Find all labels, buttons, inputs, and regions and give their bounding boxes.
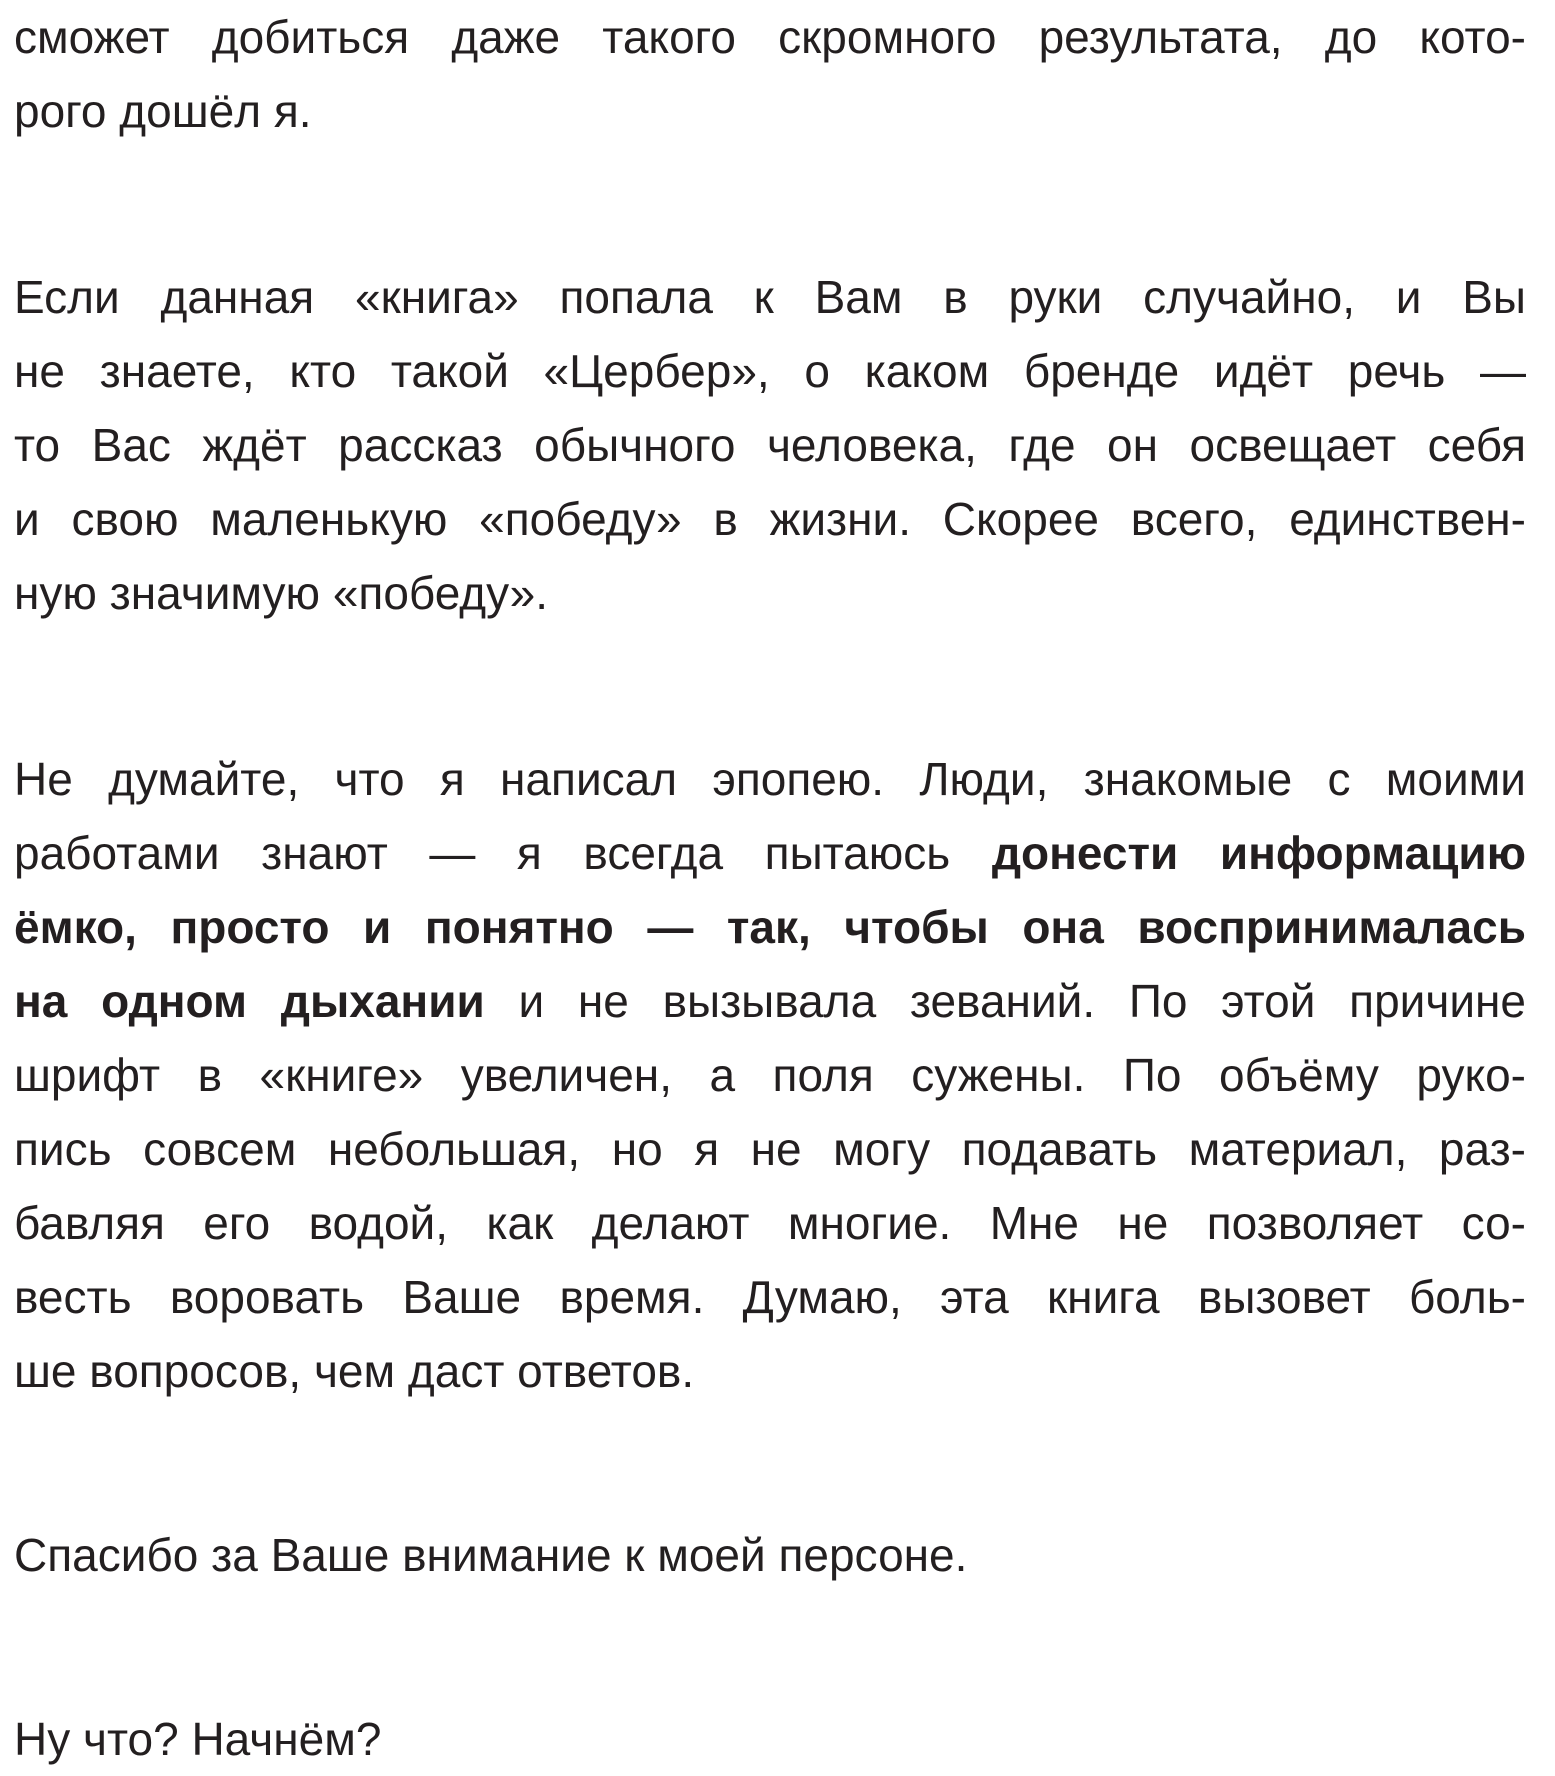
- paragraph-book-intro: [14, 260, 1526, 630]
- paragraph-gap: [14, 630, 1526, 742]
- paragraph-gap: [14, 1408, 1526, 1518]
- text-line: [14, 964, 1526, 1038]
- paragraph-continuation: [14, 0, 1526, 148]
- text-line: Не думайте, что я написал эпопею. Люди, знакомые с моими: [14, 753, 1526, 805]
- text-line: не знаете, кто такой «Цербер», о каком бренде идёт речь —: [14, 345, 1526, 397]
- text-line: то Вас ждёт рассказ обычного человека, где он освещает себя: [14, 419, 1526, 471]
- text-line: ше вопросов, чем даст ответов.: [14, 1345, 695, 1397]
- document-page: [14, 0, 1526, 1776]
- paragraph-gap: [14, 1592, 1526, 1702]
- text-line: Спасибо за Ваше внимание к моей персоне.: [14, 1529, 968, 1581]
- text-line: ную значимую «победу».: [14, 567, 549, 619]
- text-bold: на одном дыхании: [14, 975, 485, 1027]
- paragraph-start: [14, 1702, 1526, 1776]
- text-line: весть воровать Ваше время. Думаю, эта книга вызовет боль-: [14, 1271, 1526, 1323]
- paragraph-gap: [14, 148, 1526, 260]
- text-line: [14, 816, 1526, 890]
- paragraph-not-epic: [14, 742, 1526, 1408]
- paragraph-thanks: [14, 1518, 1526, 1592]
- text-bold: донести информацию: [991, 827, 1526, 879]
- text-line: рого дошёл я.: [14, 85, 312, 137]
- text-line: пись совсем небольшая, но я не могу подавать материал, раз-: [14, 1123, 1526, 1175]
- text-line: и свою маленькую «победу» в жизни. Скорее всего, единствен-: [14, 493, 1526, 545]
- text-line: Ну что? Начнём?: [14, 1713, 382, 1765]
- text-line: [14, 890, 1526, 964]
- text-line: бавляя его водой, как делают многие. Мне не позволяет со-: [14, 1197, 1526, 1249]
- text-bold: ёмко, просто и понятно — так, чтобы она воспринималась: [14, 901, 1526, 953]
- text-line: шрифт в «книге» увеличен, а поля сужены. По объёму руко-: [14, 1049, 1526, 1101]
- text-line: Если данная «книга» попала к Вам в руки случайно, и Вы: [14, 271, 1526, 323]
- text-line: сможет добиться даже такого скромного результата, до кото-: [14, 11, 1526, 63]
- text-normal: и не вызывала зеваний. По этой причине: [484, 975, 1527, 1027]
- text-normal: работами знают — я всегда пытаюсь: [14, 827, 992, 879]
